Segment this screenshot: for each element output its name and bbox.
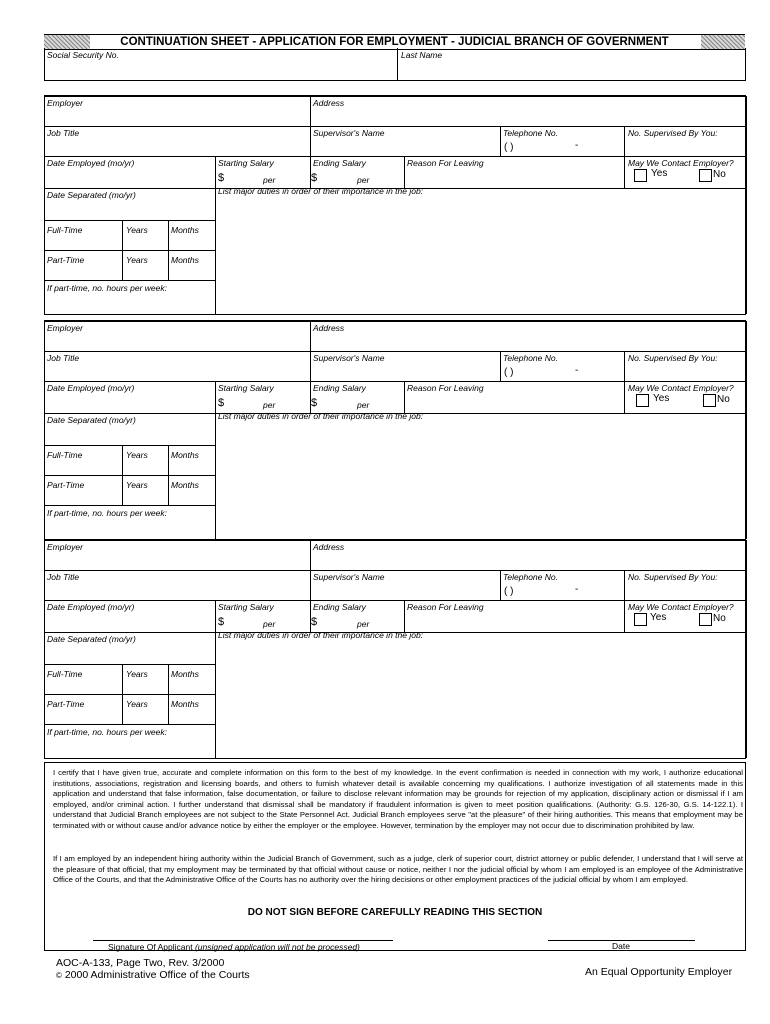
employer-1-reason-field[interactable] bbox=[406, 168, 622, 186]
ending-salary-label: Ending Salary bbox=[313, 158, 366, 168]
copyright-line bbox=[56, 969, 250, 981]
employer-2-job-title-field[interactable] bbox=[46, 363, 308, 379]
last-name-field[interactable] bbox=[399, 62, 743, 78]
part-time-years-label: Years bbox=[126, 699, 148, 709]
may-contact-label: May We Contact Employer? bbox=[628, 383, 734, 393]
contact-yes-checkbox[interactable] bbox=[636, 394, 649, 407]
starting-dollar: $ bbox=[218, 616, 225, 628]
part-time-label: Part-Time bbox=[47, 255, 85, 265]
ssn-field[interactable] bbox=[45, 62, 395, 78]
contact-yes-checkbox[interactable] bbox=[634, 613, 647, 626]
ending-salary-label: Ending Salary bbox=[313, 383, 366, 393]
phone-dash: - bbox=[575, 140, 579, 151]
part-time-years-label: Years bbox=[126, 480, 148, 490]
duties-label: List major duties in order of their importance in the job: bbox=[218, 186, 424, 196]
job-title-label: Job Title bbox=[47, 572, 80, 582]
phone-dash: - bbox=[575, 365, 579, 376]
employer-3-name-field[interactable] bbox=[46, 552, 308, 568]
address-label: Address bbox=[313, 98, 345, 108]
contact-yes-label: Yes bbox=[653, 393, 670, 404]
form-id: AOC-A-133, Page Two, Rev. 3/2000 bbox=[56, 957, 225, 969]
may-contact-label: May We Contact Employer? bbox=[628, 602, 734, 612]
address-label: Address bbox=[313, 542, 345, 552]
full-time-label: Full-Time bbox=[47, 225, 83, 235]
ending-per: per bbox=[357, 400, 370, 410]
employer-3-duties-field[interactable] bbox=[217, 642, 743, 756]
reason-label: Reason For Leaving bbox=[407, 602, 484, 612]
starting-per: per bbox=[263, 619, 276, 629]
contact-no-label: No bbox=[713, 169, 726, 180]
supervisor-label: Supervisor's Name bbox=[313, 128, 385, 138]
ending-dollar: $ bbox=[311, 172, 318, 184]
date-employed-label: Date Employed (mo/yr) bbox=[47, 383, 135, 393]
ending-dollar: $ bbox=[311, 397, 318, 409]
phone-parens: ( ) bbox=[504, 586, 514, 597]
part-time-months-label: Months bbox=[171, 255, 199, 265]
job-title-label: Job Title bbox=[47, 128, 80, 138]
employer-2-supervisor-field[interactable] bbox=[312, 363, 498, 379]
full-time-months-label: Months bbox=[171, 450, 199, 460]
phone-parens: ( ) bbox=[504, 367, 514, 378]
starting-salary-label: Starting Salary bbox=[218, 602, 274, 612]
full-time-years-label: Years bbox=[126, 225, 148, 235]
copyright-symbol: © bbox=[56, 971, 62, 980]
contact-no-checkbox[interactable] bbox=[699, 613, 712, 626]
certification-paragraph-1: I certify that I have given true, accurate and complete information on this form to the best of my knowledge. In the event confirmation is needed in connection with my work, I authorize educational institutions, associations, registration and licensing boards, and others to furnish whatever detail is available concerning my qualifications. I authorize investigation of all statements made in this application and understand that false information, false documentation, or failure to disclose relevant information may be grounds for rejection of my application, disciplinary action or dismissal if I am employed, and/or criminal action. I further understand that dismissal shall be mandatory if fraudulent information is given to meet position qualifications. (Authority: G.S. 126-30, G.S. 14-122.1). I understand that Judicial Branch employees are not subject to the State Personnel Act. Judicial Branch employees serve "at the pleasure" of their hiring authorities. This means that employment may be terminated with or without cause and/or advance notice by either the employer or the employee. However, termination by the employer may not occur due to discrimination prohibited by law. bbox=[53, 768, 743, 830]
employer-3-supervisor-field[interactable] bbox=[312, 582, 498, 598]
employer-1-name-field[interactable] bbox=[46, 108, 308, 124]
contact-no-label: No bbox=[713, 613, 726, 624]
supervised-label: No. Supervised By You: bbox=[628, 572, 718, 582]
full-time-label: Full-Time bbox=[47, 450, 83, 460]
ending-dollar: $ bbox=[311, 616, 318, 628]
date-field[interactable] bbox=[548, 928, 695, 940]
contact-yes-label: Yes bbox=[651, 168, 668, 179]
employer-1-supervised-field[interactable] bbox=[626, 138, 743, 154]
part-time-label: Part-Time bbox=[47, 480, 85, 490]
telephone-label: Telephone No. bbox=[503, 572, 558, 582]
contact-no-checkbox[interactable] bbox=[699, 169, 712, 182]
starting-per: per bbox=[263, 175, 276, 185]
phone-parens: ( ) bbox=[504, 142, 514, 153]
supervisor-label: Supervisor's Name bbox=[313, 353, 385, 363]
sign-warning: DO NOT SIGN BEFORE CAREFULLY READING THIS SECTION bbox=[247, 907, 543, 918]
contact-yes-checkbox[interactable] bbox=[634, 169, 647, 182]
hours-per-week-label: If part-time, no. hours per week: bbox=[47, 283, 167, 293]
full-time-years-label: Years bbox=[126, 450, 148, 460]
employer-2-reason-field[interactable] bbox=[406, 393, 622, 411]
copyright-text: 2000 Administrative Office of the Courts bbox=[64, 969, 250, 981]
contact-no-label: No bbox=[717, 394, 730, 405]
employer-1-job-title-field[interactable] bbox=[46, 138, 308, 154]
supervised-label: No. Supervised By You: bbox=[628, 128, 718, 138]
date-employed-label: Date Employed (mo/yr) bbox=[47, 158, 135, 168]
employer-1-supervisor-field[interactable] bbox=[312, 138, 498, 154]
contact-no-checkbox[interactable] bbox=[703, 394, 716, 407]
employer-label: Employer bbox=[47, 323, 83, 333]
part-time-months-label: Months bbox=[171, 480, 199, 490]
telephone-label: Telephone No. bbox=[503, 128, 558, 138]
employer-3-job-title-field[interactable] bbox=[46, 582, 308, 598]
ending-per: per bbox=[357, 619, 370, 629]
reason-label: Reason For Leaving bbox=[407, 383, 484, 393]
address-label: Address bbox=[313, 323, 345, 333]
signature-label-text: Signature Of Applicant bbox=[108, 942, 193, 952]
starting-salary-label: Starting Salary bbox=[218, 158, 274, 168]
employer-2-address-field[interactable] bbox=[312, 333, 743, 349]
date-separated-label: Date Separated (mo/yr) bbox=[47, 190, 136, 200]
employer-label: Employer bbox=[47, 542, 83, 552]
signature-label bbox=[108, 942, 360, 952]
ending-salary-label: Ending Salary bbox=[313, 602, 366, 612]
part-time-label: Part-Time bbox=[47, 699, 85, 709]
signature-note: (unsigned application will not be processed) bbox=[194, 942, 360, 952]
date-label: Date bbox=[612, 941, 630, 951]
telephone-label: Telephone No. bbox=[503, 353, 558, 363]
may-contact-label: May We Contact Employer? bbox=[628, 158, 734, 168]
employer-2-supervised-field[interactable] bbox=[626, 363, 743, 379]
employer-1-duties-field[interactable] bbox=[217, 198, 743, 312]
certification-paragraph-2: If I am employed by an independent hiring authority within the Judicial Branch of Government, such as a judge, clerk of superior court, district attorney or public defender, I understand that I will serve at the pleasure of that official, that my employment may be terminated by that official without cause or notice, neither I nor the judicial official by whom I am employed is an employee of the Administrative Office of the Courts, and that the Administrative Office of the Courts has no authority over the hiring decisions or other employment practices of the judicial official by whom I am employed. bbox=[53, 854, 743, 884]
supervisor-label: Supervisor's Name bbox=[313, 572, 385, 582]
employer-3-reason-field[interactable] bbox=[406, 612, 622, 630]
full-time-months-label: Months bbox=[171, 225, 199, 235]
date-separated-label: Date Separated (mo/yr) bbox=[47, 415, 136, 425]
signature-field[interactable] bbox=[93, 928, 393, 940]
reason-label: Reason For Leaving bbox=[407, 158, 484, 168]
form-title: CONTINUATION SHEET - APPLICATION FOR EMPLOYMENT - JUDICIAL BRANCH OF GOVERNMENT bbox=[120, 36, 669, 48]
employer-2-duties-field[interactable] bbox=[217, 423, 743, 537]
duties-label: List major duties in order of their importance in the job: bbox=[218, 411, 424, 421]
phone-dash: - bbox=[575, 584, 579, 595]
date-employed-label: Date Employed (mo/yr) bbox=[47, 602, 135, 612]
starting-dollar: $ bbox=[218, 172, 225, 184]
duties-label: List major duties in order of their importance in the job: bbox=[218, 630, 424, 640]
employer-1-address-field[interactable] bbox=[312, 108, 743, 124]
full-time-years-label: Years bbox=[126, 669, 148, 679]
supervised-label: No. Supervised By You: bbox=[628, 353, 718, 363]
employer-label: Employer bbox=[47, 98, 83, 108]
full-time-months-label: Months bbox=[171, 669, 199, 679]
employer-3-address-field[interactable] bbox=[312, 552, 743, 568]
equal-opportunity: An Equal Opportunity Employer bbox=[585, 966, 733, 978]
starting-dollar: $ bbox=[218, 397, 225, 409]
part-time-months-label: Months bbox=[171, 699, 199, 709]
part-time-years-label: Years bbox=[126, 255, 148, 265]
full-time-label: Full-Time bbox=[47, 669, 83, 679]
employer-2-name-field[interactable] bbox=[46, 333, 308, 349]
contact-yes-label: Yes bbox=[650, 612, 667, 623]
form-title-bar bbox=[44, 34, 745, 50]
job-title-label: Job Title bbox=[47, 353, 80, 363]
employer-3-supervised-field[interactable] bbox=[626, 582, 743, 598]
ending-per: per bbox=[357, 175, 370, 185]
date-separated-label: Date Separated (mo/yr) bbox=[47, 634, 136, 644]
starting-salary-label: Starting Salary bbox=[218, 383, 274, 393]
hours-per-week-label: If part-time, no. hours per week: bbox=[47, 727, 167, 737]
last-name-label: Last Name bbox=[401, 50, 443, 60]
ssn-label: Social Security No. bbox=[47, 50, 119, 60]
hours-per-week-label: If part-time, no. hours per week: bbox=[47, 508, 167, 518]
starting-per: per bbox=[263, 400, 276, 410]
